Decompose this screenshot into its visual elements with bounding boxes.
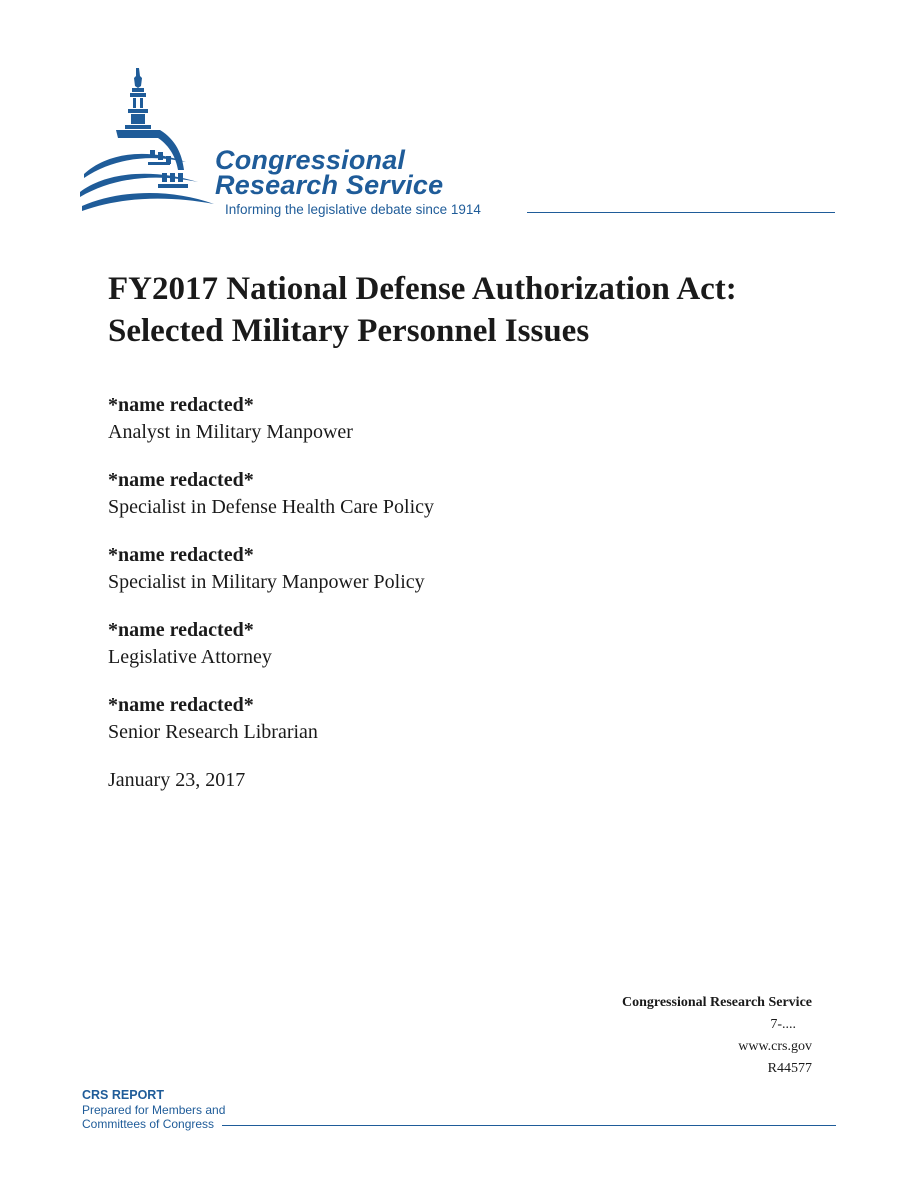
crs-report-id: R44577 bbox=[767, 1061, 812, 1076]
report-title bbox=[108, 268, 848, 352]
crs-report-footer bbox=[82, 1088, 842, 1138]
author-name: *name redacted* bbox=[108, 469, 254, 491]
crs-logo bbox=[78, 66, 838, 226]
crs-phone-number: 7-.... bbox=[770, 1017, 796, 1032]
crs-info-block bbox=[512, 992, 812, 1080]
author-role: Senior Research Librarian bbox=[108, 721, 318, 743]
crs-org-name: Congressional Research Service bbox=[621, 995, 812, 1010]
author-entry bbox=[108, 393, 708, 468]
author-list bbox=[108, 393, 708, 768]
report-title-line1: FY2017 National Defense Authorization Act: bbox=[108, 271, 737, 307]
author-entry bbox=[108, 618, 708, 693]
report-title-line2: Selected Military Personnel Issues bbox=[108, 313, 590, 349]
capitol-dome-icon bbox=[78, 66, 218, 226]
report-date: January 23, 2017 bbox=[108, 769, 246, 791]
logo-tagline: Informing the legislative debate since 1914 bbox=[225, 202, 481, 217]
author-name: *name redacted* bbox=[108, 694, 254, 716]
logo-title-line2: Research Service bbox=[215, 170, 444, 200]
logo-title-line1: Congressional bbox=[215, 145, 406, 175]
author-role: Analyst in Military Manpower bbox=[108, 421, 353, 443]
footer-committees: Committees of Congress bbox=[82, 1117, 215, 1131]
author-name: *name redacted* bbox=[108, 544, 254, 566]
author-entry bbox=[108, 543, 708, 618]
author-role: Specialist in Military Manpower Policy bbox=[108, 571, 425, 593]
footer-divider bbox=[222, 1125, 836, 1126]
logo-divider bbox=[527, 212, 835, 213]
footer-crs-report-label: CRS REPORT bbox=[82, 1088, 164, 1102]
author-entry bbox=[108, 693, 708, 768]
footer-prepared-for: Prepared for Members and bbox=[82, 1103, 226, 1117]
author-role: Legislative Attorney bbox=[108, 646, 272, 668]
crs-website-link[interactable]: www.crs.gov bbox=[738, 1039, 812, 1054]
author-name: *name redacted* bbox=[108, 394, 254, 416]
author-name: *name redacted* bbox=[108, 619, 254, 641]
author-role: Specialist in Defense Health Care Policy bbox=[108, 496, 435, 518]
author-entry bbox=[108, 468, 708, 543]
